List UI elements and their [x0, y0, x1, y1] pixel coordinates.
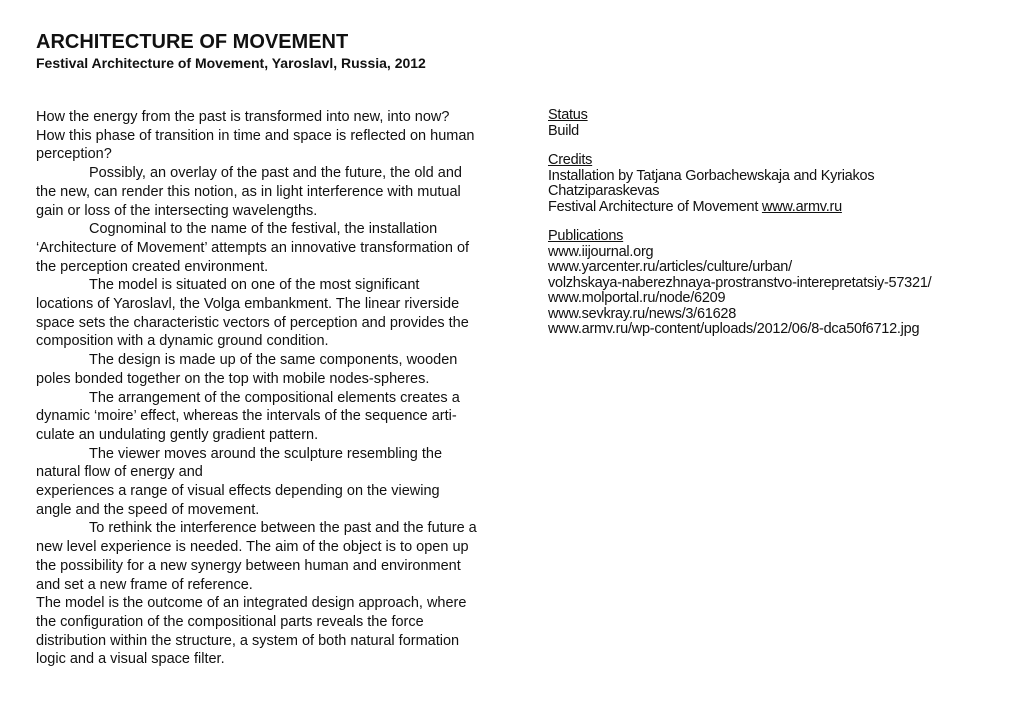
credits-line: Installation by Tatjana Gorbachewskaja and Kyriakos: [548, 167, 875, 184]
page-title: ARCHITECTURE OF MOVEMENT: [36, 31, 349, 53]
publications-heading: Publications: [548, 228, 624, 244]
body-paragraph: How the energy from the past is transformed into new, into now? How this phase of transition in time and space is reflected on human perception?: [36, 109, 475, 163]
page-subtitle: Festival Architecture of Movement, Yaroslavl, Russia, 2012: [36, 55, 426, 71]
publication-link[interactable]: www.sevkray.ru/news/3/61628: [548, 305, 737, 322]
body-paragraph: Possibly, an overlay of the past and the future, the old and the new, can render this notion, as in light interference with mutual gain or loss of the intersecting wavelengths.: [36, 165, 462, 219]
credits-line: [548, 200, 988, 216]
body-paragraph: The model is situated on one of the most significant locations of Yaroslavl, the Volga embankment. The linear riverside space sets the characteristic vectors of perception and provides the composition with a dynamic ground condition.: [36, 277, 469, 350]
credits-line: Chatziparaskevas: [548, 183, 660, 199]
body-paragraph: experiences a range of visual effects depending on the viewing angle and the speed of movement.: [36, 483, 440, 518]
status-heading: Status: [548, 107, 588, 123]
publication-link[interactable]: www.molportal.ru/node/6209: [548, 290, 726, 306]
body-paragraph: The viewer moves around the sculpture resembling the natural flow of energy and: [36, 445, 443, 481]
page-header: [36, 31, 736, 72]
body-paragraph: The arrangement of the compositional elements creates a dynamic ‘moire’ effect, whereas the intervals of the sequence arti-culate an undulating gently gradient pattern.: [36, 389, 460, 443]
credits-heading: Credits: [548, 152, 593, 168]
info-sidebar: [548, 108, 988, 352]
body-paragraph: To rethink the interference between the past and the future a new level experience is needed. The aim of the object is to open up the possibility for a new synergy between human and environment and set a new frame of reference.: [36, 520, 477, 593]
publication-link[interactable]: www.armv.ru/wp-content/uploads/2012/06/8-dca50f6712.jpg: [548, 321, 920, 337]
body-text: [36, 108, 478, 669]
body-paragraph: The model is the outcome of an integrated design approach, where the configuration of the compositional parts reveals the force distribution within the structure, a system of both natural formation logic and a visual space filter.: [36, 595, 467, 668]
publication-link[interactable]: volzhskaya-naberezhnaya-prostranstvo-interepretatsiy-57321/: [548, 274, 932, 291]
credits-festival-text: Festival Architecture of Movement: [548, 198, 762, 215]
status-value: Build: [548, 122, 579, 139]
publication-link[interactable]: www.yarcenter.ru/articles/culture/urban/: [548, 259, 792, 275]
publication-link[interactable]: www.iijournal.org: [548, 243, 654, 260]
credits-section: [548, 153, 988, 215]
body-paragraph: Cognominal to the name of the festival, the installation ‘Architecture of Movement’ attempts an innovative transformation of the perception created environment.: [36, 221, 470, 275]
body-paragraph: The design is made up of the same components, wooden poles bonded together on the top with mobile nodes-spheres.: [36, 352, 458, 387]
publications-section: [548, 229, 988, 338]
festival-link[interactable]: www.armv.ru: [761, 198, 842, 215]
status-section: [548, 108, 988, 139]
